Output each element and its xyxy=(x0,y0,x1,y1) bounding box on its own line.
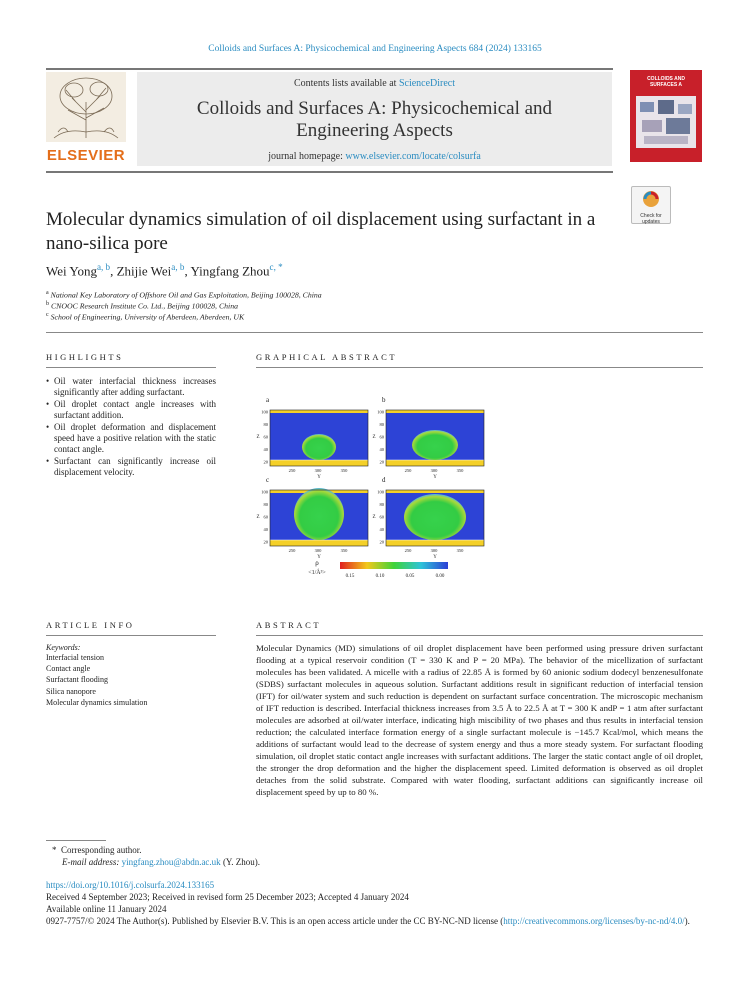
affiliation xyxy=(46,290,322,300)
oil-droplet xyxy=(302,434,336,460)
article-title-line1: Molecular dynamics simulation of oil displacement using surfactant in a xyxy=(46,209,596,230)
y-axis-label: Z xyxy=(372,435,376,440)
keyword: Contact angle xyxy=(46,664,91,674)
colorbar-tick-label: 0.00 xyxy=(435,574,445,579)
highlight-item: • Oil droplet deformation and displacement speed have a positive relation with the static contact angle. xyxy=(54,422,216,455)
y-tick-label: 80 xyxy=(263,502,268,508)
abstract-body: Molecular Dynamics (MD) simulations of oil droplet displacement have been performed using pressure driven surfactant flooding at a typical reservoir condition (T = 330 K and P = 20 MPa). The behavior of the micellization of surfactant molecules has been validated. A micelle with a radius of 22.85 Å is formed by 60 anionic sodium dodecyl benzenesulfonate (SDBS) surfactant molecules in aqueous solution. Surfactant additions result in significant reduction of interfacial tension (IFT) for oil/water system and such reduction is dependent on surfactant surface concentration. The microscopic mechanism of IFT reduction is described. Interfacial thickness increases from 3.5 Å to 22.5 Å at T = 300 K andP = 1 atm after surfactant molecules are adsorbed at oil/water interface, indicating high miscibility of two phases and thus results in interfacial tension reduction; the calculated interface formation energy of a single surfactant molecule is −145.7 Kcal/mol, which means the additions of surfactant would lead to the decrease of system energy and thus a more steady system. For surfactant flooding simulation, oil droplet static contact angle increases with surfactant additions. The larger the static contact angle of oil droplet, the stronger the drop deformation and the higher the displacement speed. Limited deformation is observed as oil droplet detaches from the solid substrate. Compared with water flooding, surfactant additions can significantly increase oil displacement speed by up to 80 %. xyxy=(256,643,703,797)
header-top-rule xyxy=(46,68,613,70)
affiliation-mark: c xyxy=(46,312,49,318)
check-updates-line2: updates xyxy=(642,219,660,225)
y-tick-label: 100 xyxy=(261,489,268,495)
y-tick-label: 20 xyxy=(379,539,384,545)
author-name[interactable]: Wei Yong xyxy=(46,263,97,279)
x-tick-label: 350 xyxy=(456,548,464,553)
author-affiliation-mark[interactable]: a, b xyxy=(171,262,185,272)
y-tick-label: 80 xyxy=(379,502,384,508)
x-axis-label: Y xyxy=(433,475,437,480)
author-name[interactable]: Zhijie Wei xyxy=(116,263,172,279)
author-separator: , xyxy=(184,263,191,279)
y-tick-label: 60 xyxy=(263,514,268,520)
corresponding-label: Corresponding author. xyxy=(61,845,142,855)
y-tick-label: 20 xyxy=(263,459,268,465)
y-tick-label: 60 xyxy=(379,514,384,520)
contents-prefix: Contents lists available at xyxy=(293,78,399,89)
oil-droplet xyxy=(404,494,466,540)
corresponding-author-note xyxy=(52,845,692,857)
colorbar-unit: <1/Å³> xyxy=(308,570,326,576)
homepage-prefix: journal homepage: xyxy=(268,151,346,162)
keyword: Surfactant flooding xyxy=(46,675,108,685)
email-note xyxy=(62,857,702,869)
sciencedirect-link[interactable]: ScienceDirect xyxy=(398,78,456,89)
y-tick-label: 60 xyxy=(263,434,268,440)
license-note xyxy=(46,916,703,928)
keywords-label: Keywords: xyxy=(46,643,81,652)
y-tick-label: 60 xyxy=(379,434,384,440)
article-title-line2: nano-silica pore xyxy=(46,233,168,254)
highlights-rule xyxy=(46,367,216,368)
keywords-block xyxy=(46,643,216,708)
cover-title-line1: COLLOIDS AND xyxy=(647,76,685,82)
oil-droplet xyxy=(294,488,344,540)
check-for-updates-badge[interactable] xyxy=(631,186,671,224)
x-tick-label: 250 xyxy=(404,468,412,473)
check-updates-line1: Check for xyxy=(640,213,662,219)
graphical-abstract-svg xyxy=(250,390,490,590)
journal-title xyxy=(137,98,612,142)
highlight-item: • Oil water interfacial thickness increases significantly after adding surfactant. xyxy=(54,376,216,398)
colorbar xyxy=(340,562,448,569)
x-tick-label: 350 xyxy=(340,468,348,473)
contents-line xyxy=(137,78,612,89)
panel-label: a xyxy=(266,396,270,404)
email-link[interactable]: yingfang.zhou@abdn.ac.uk xyxy=(121,857,221,867)
x-tick-label: 250 xyxy=(288,468,296,473)
y-tick-label: 40 xyxy=(263,447,268,453)
journal-title-line2: Engineering Aspects xyxy=(296,120,453,141)
author-separator: , xyxy=(110,263,117,279)
article-info-heading: ARTICLE INFO xyxy=(46,620,135,630)
y-tick-label: 100 xyxy=(261,409,268,415)
corresponding-mark: * xyxy=(52,845,57,855)
affiliation-text: National Key Laboratory of Offshore Oil and Gas Exploitation, Beijing 100028, China xyxy=(50,290,322,300)
author-affiliation-mark[interactable]: a, b xyxy=(96,262,111,272)
highlights-heading: HIGHLIGHTS xyxy=(46,352,124,362)
keyword: Molecular dynamics simulation xyxy=(46,697,148,707)
bottom-wall xyxy=(386,540,484,546)
elsevier-logo[interactable] xyxy=(46,72,126,166)
graphical-abstract-figure[interactable] xyxy=(250,390,490,590)
x-tick-label: 300 xyxy=(314,548,322,553)
colorbar-symbol: ρ xyxy=(315,559,319,567)
y-tick-label: 80 xyxy=(379,422,384,428)
panel-label: c xyxy=(266,476,270,484)
affiliation-mark: b xyxy=(46,301,49,307)
x-axis-label: Y xyxy=(317,475,321,480)
y-tick-label: 100 xyxy=(377,409,384,415)
panel-label: d xyxy=(382,476,386,484)
y-tick-label: 20 xyxy=(263,539,268,545)
y-tick-label: 100 xyxy=(377,489,384,495)
affiliation xyxy=(46,312,244,322)
colorbar-tick-label: 0.15 xyxy=(345,574,355,579)
highlight-item: • Surfactant can significantly increase oil displacement velocity. xyxy=(54,456,216,478)
bottom-wall xyxy=(386,460,484,466)
doi-link[interactable]: https://doi.org/10.1016/j.colsurfa.2024.133165 xyxy=(46,880,215,890)
footnote-rule xyxy=(46,840,106,841)
keyword: Silica nanopore xyxy=(46,686,96,696)
section-divider xyxy=(46,332,703,333)
homepage-link[interactable]: www.elsevier.com/locate/colsurfa xyxy=(345,151,481,162)
highlights-list xyxy=(46,376,216,479)
cover-image xyxy=(636,96,696,148)
journal-title-line1: Colloids and Surfaces A: Physicochemical and xyxy=(196,98,553,119)
graphical-abstract-heading: GRAPHICAL ABSTRACT xyxy=(256,352,398,362)
y-axis-label: Z xyxy=(256,435,260,440)
received-dates: Received 4 September 2023; Received in revised form 25 December 2023; Accepted 4 January 2024 xyxy=(46,892,409,902)
article-info-rule xyxy=(46,635,216,636)
x-tick-label: 250 xyxy=(288,548,296,553)
cover-title-line2: SURFACES A xyxy=(649,82,683,88)
header-bottom-rule xyxy=(46,171,613,173)
x-tick-label: 250 xyxy=(404,548,412,553)
license-prefix: 0927-7757/© 2024 The Author(s). Published by Elsevier B.V. This is an open access article under the CC BY-NC-ND license ( xyxy=(46,916,504,926)
journal-cover-thumbnail[interactable] xyxy=(630,70,702,162)
x-axis-label: Y xyxy=(317,555,321,560)
x-tick-label: 350 xyxy=(340,548,348,553)
abstract-rule xyxy=(256,635,703,636)
license-link[interactable]: http://creativecommons.org/licenses/by-nc-nd/4.0/ xyxy=(503,916,685,926)
x-tick-label: 300 xyxy=(314,468,322,473)
top-wall xyxy=(386,490,484,493)
check-updates-icon xyxy=(641,190,661,208)
running-reference[interactable]: Colloids and Surfaces A: Physicochemical and Engineering Aspects 684 (2024) 133165 xyxy=(208,44,542,54)
top-wall xyxy=(270,410,368,413)
affiliation xyxy=(46,301,238,311)
highlight-item: • Oil droplet contact angle increases with surfactant addition. xyxy=(54,399,216,421)
elsevier-tree-icon xyxy=(46,72,126,142)
abstract-heading: ABSTRACT xyxy=(256,620,322,630)
y-tick-label: 20 xyxy=(379,459,384,465)
graphical-abstract-rule xyxy=(256,367,703,368)
author-affiliation-mark[interactable]: c, * xyxy=(269,262,283,272)
y-axis-label: Z xyxy=(256,515,260,520)
journal-homepage xyxy=(137,151,612,162)
doi-link-wrap xyxy=(46,880,214,892)
y-tick-label: 40 xyxy=(379,447,384,453)
affiliation-text: CNOOC Research Institute Co. Ltd., Beijing 100028, China xyxy=(50,301,239,311)
top-wall xyxy=(386,410,484,413)
bottom-wall xyxy=(270,460,368,466)
colorbar-tick-label: 0.10 xyxy=(375,574,385,579)
x-tick-label: 300 xyxy=(430,468,438,473)
email-label: E-mail address: xyxy=(62,857,120,867)
keyword: Interfacial tension xyxy=(46,653,104,662)
y-axis-label: Z xyxy=(372,515,376,520)
license-suffix: ). xyxy=(684,916,690,926)
affiliation-text: School of Engineering, University of Aberdeen, Aberdeen, UK xyxy=(50,312,245,322)
author-list xyxy=(46,262,283,279)
bottom-wall xyxy=(270,540,368,546)
oil-droplet xyxy=(412,430,458,460)
y-tick-label: 40 xyxy=(263,527,268,533)
panel-label: b xyxy=(382,396,386,404)
available-online: Available online 11 January 2024 xyxy=(46,904,167,914)
email-suffix: (Y. Zhou). xyxy=(222,857,261,867)
y-tick-label: 80 xyxy=(263,422,268,428)
x-tick-label: 350 xyxy=(456,468,464,473)
affiliation-mark: a xyxy=(46,290,49,296)
y-tick-label: 40 xyxy=(379,527,384,533)
author-name[interactable]: Yingfang Zhou xyxy=(190,263,270,279)
x-tick-label: 300 xyxy=(430,548,438,553)
article-title xyxy=(46,208,616,256)
x-axis-label: Y xyxy=(433,555,437,560)
elsevier-wordmark: ELSEVIER xyxy=(46,147,126,164)
colorbar-tick-label: 0.05 xyxy=(405,574,415,579)
